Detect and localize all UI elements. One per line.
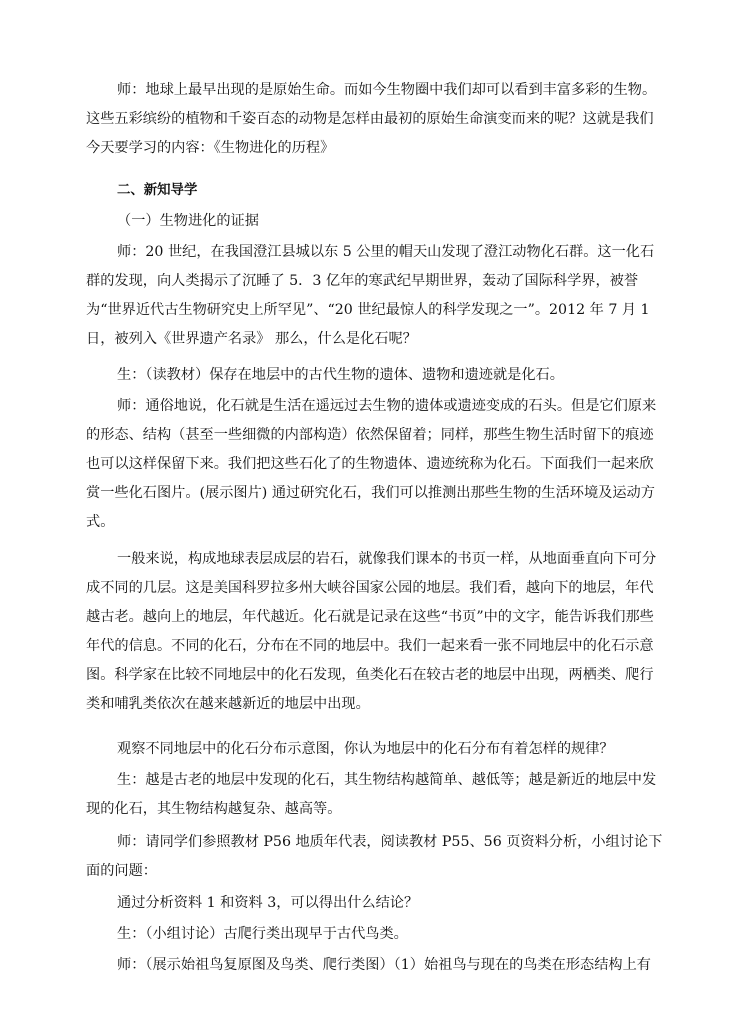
subsection-heading-evidence: （一）生物进化的证据: [117, 213, 259, 229]
paragraph-observation-question: 观察不同地层中的化石分布示意图，你认为地层中的化石分布有着怎样的规律？: [117, 741, 614, 757]
paragraph-student-pattern: 生：越是古老的地层中发现的化石，其生物结构越简单、越低等；越是新近的地层中发现的化石，其生物结构越复杂、越高等。: [86, 772, 657, 817]
section-heading-new-knowledge: 二、新知导学: [117, 183, 198, 198]
paragraph-teacher-intro: 师：地球上最早出现的是原始生命。而如今生物圈中我们却可以看到丰富多彩的生物。这些五彩缤纷的植物和千姿百态的动物是怎样由最初的原始生命演变而来的呢？这就是我们今天要学习的内容：《生物进化的历程》: [86, 82, 657, 156]
paragraph-rock-layers: 一般来说，构成地球表层成层的岩石，就像我们课本的书页一样，从地面垂直向下可分成不同的几层。这是美国科罗拉多州大峡谷国家公园的地层。我们看，越向下的地层，年代越古老。越向上的地层，年代越近。化石就是记录在这些“书页”中的文字，能告诉我们那些年代的信息。不同的化石，分布在不同的地层中。我们一起来看一张不同地层中的化石示意图。科学家在比较不同地层中的化石发现，鱼类化石在较古老的地层中出现，两栖类、爬行类和哺乳类依次在越来越新近的地层中出现。: [86, 551, 657, 712]
paragraph-teacher-discussion: 师：请同学们参照教材 P56 地质年代表，阅读教材 P55、56 页资料分析，小组讨论下面的问题：: [86, 834, 663, 879]
paragraph-student-definition: 生：（读教材）保存在地层中的古代生物的遗体、遗物和遗迹就是化石。: [117, 367, 564, 383]
paragraph-teacher-archaeopteryx: 师：（展示始祖鸟复原图及鸟类、爬行类图）（1）始祖鸟与现在的鸟类在形态结构上有: [117, 957, 651, 973]
paragraph-student-conclusion: 生：（小组讨论）古爬行类出现早于古代鸟类。: [117, 926, 408, 942]
paragraph-analysis-question: 通过分析资料 1 和资料 3，可以得出什么结论？: [117, 895, 419, 911]
paragraph-chengjiang-fossils: 师：20 世纪，在我国澄江县城以东 5 公里的帽天山发现了澄江动物化石群。这一化石群的发现，向人类揭示了沉睡了 5．3 亿年的寒武纪早期世界，轰动了国际科学界，被誉为“世界近代古生物研究史上所罕见”、“20 世纪最惊人的科学发现之一”。2012 年 7 月 1 日，被列入《世界遗产名录》 那么，什么是化石呢？: [86, 244, 655, 347]
paragraph-teacher-fossil-explanation: 师：通俗地说，化石就是生活在遥远过去生物的遗体或遗迹变成的石头。但是它们原来的形态、结构（甚至一些细微的内部构造）依然保留着；同样，那些生物生活时留下的痕迹也可以这样保留下来。我们把这些石化了的生物遗体、遗迹统称为化石。下面我们一起来欣赏一些化石图片。(展示图片) 通过研究化石，我们可以推测出那些生物的生活环境及运动方式。: [86, 398, 657, 530]
